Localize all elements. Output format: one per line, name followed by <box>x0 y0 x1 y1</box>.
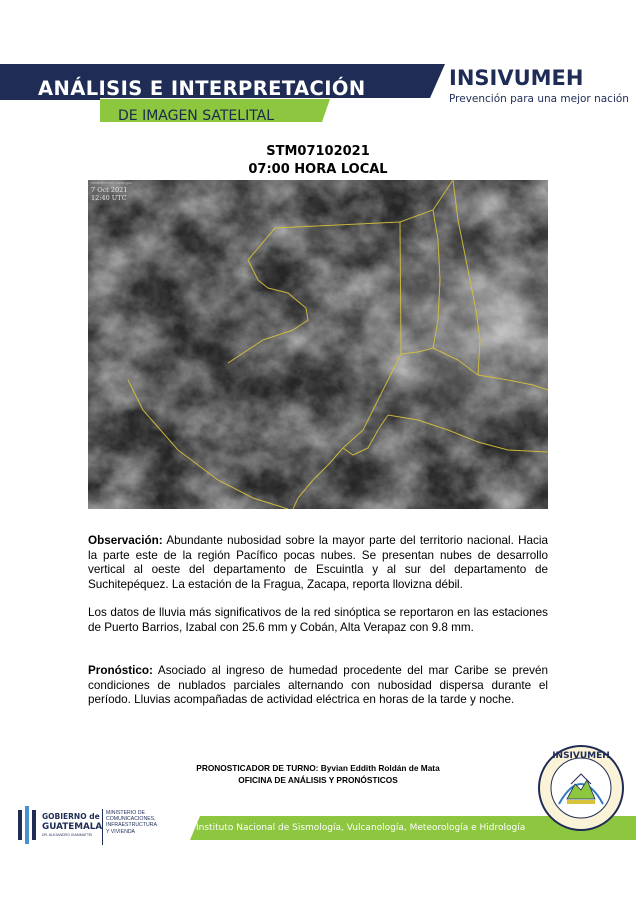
forecast-text: Asociado al ingreso de humedad procedente del mar Caribe se prevén condiciones de nublados parciales alternando con nubosidad dispersa durante el período. Lluvias acompañadas de actividad eléctrica en horas de la tarde y noche. <box>88 664 548 707</box>
satellite-image <box>88 180 548 509</box>
satellite-source-url: weather.msfc.nasa.gov <box>91 180 132 185</box>
observation-paragraph <box>88 534 548 592</box>
insivumeh-logo-text: INSIVUMEH <box>449 66 584 90</box>
satellite-utc-time: 12:40 UTC <box>91 194 127 202</box>
office-name: OFICINA DE ANÁLISIS Y PRONÓSTICOS <box>238 775 398 785</box>
satellite-date: 7 Oct 2021 <box>91 186 128 194</box>
footer-divider <box>102 809 103 845</box>
guatemala-government-logo-icon <box>18 806 40 844</box>
ministry-name: MINISTERIO DE COMUNICACIONES, INFRAESTRUCTURA Y VIVIENDA <box>106 810 157 835</box>
observation-text: Abundante nubosidad sobre la mayor parte del territorio nacional. Hacia la parte este de la región Pacífico pocas nubes. Se presentan nubes de desarrollo vertical al oeste del departamento de Escuintla y al sur del departamento de Suchitepéquez. La estación de la Fragua, Zacapa, reporta llovizna débil. <box>88 534 548 591</box>
rain-data-paragraph: Los datos de lluvia más significativos de la red sinóptica se reportaron en las estaciones de Puerto Barrios, Izabal con 25.6 mm y Cobán, Alta Verapaz con 9.8 mm. <box>88 606 548 634</box>
government-label: GOBIERNO de <box>42 812 100 821</box>
institute-name: Instituto Nacional de Sismología, Vulcanología, Meteorología e Hidrología <box>196 823 526 833</box>
report-type-subtitle: DE IMAGEN SATELITAL <box>118 108 275 124</box>
report-type-title: ANÁLISIS E INTERPRETACIÓN <box>38 77 366 100</box>
forecast-paragraph <box>88 664 548 708</box>
guatemala-label: GUATEMALA <box>42 822 103 832</box>
report-time: 07:00 HORA LOCAL <box>248 162 388 177</box>
observation-label: Observación: <box>88 534 163 547</box>
insivumeh-tagline: Prevención para una mejor nación <box>449 93 629 105</box>
report-code: STM07102021 <box>266 144 370 159</box>
insivumeh-seal-icon <box>537 744 625 832</box>
president-name: DR. ALEJANDRO GIAMMATTEI <box>42 833 93 837</box>
forecaster-on-duty: PRONOSTICADOR DE TURNO: Byvian Eddith Roldán de Mata <box>196 763 440 773</box>
seal-name: INSIVUMEH <box>552 751 610 761</box>
forecast-label: Pronóstico: <box>88 664 153 677</box>
